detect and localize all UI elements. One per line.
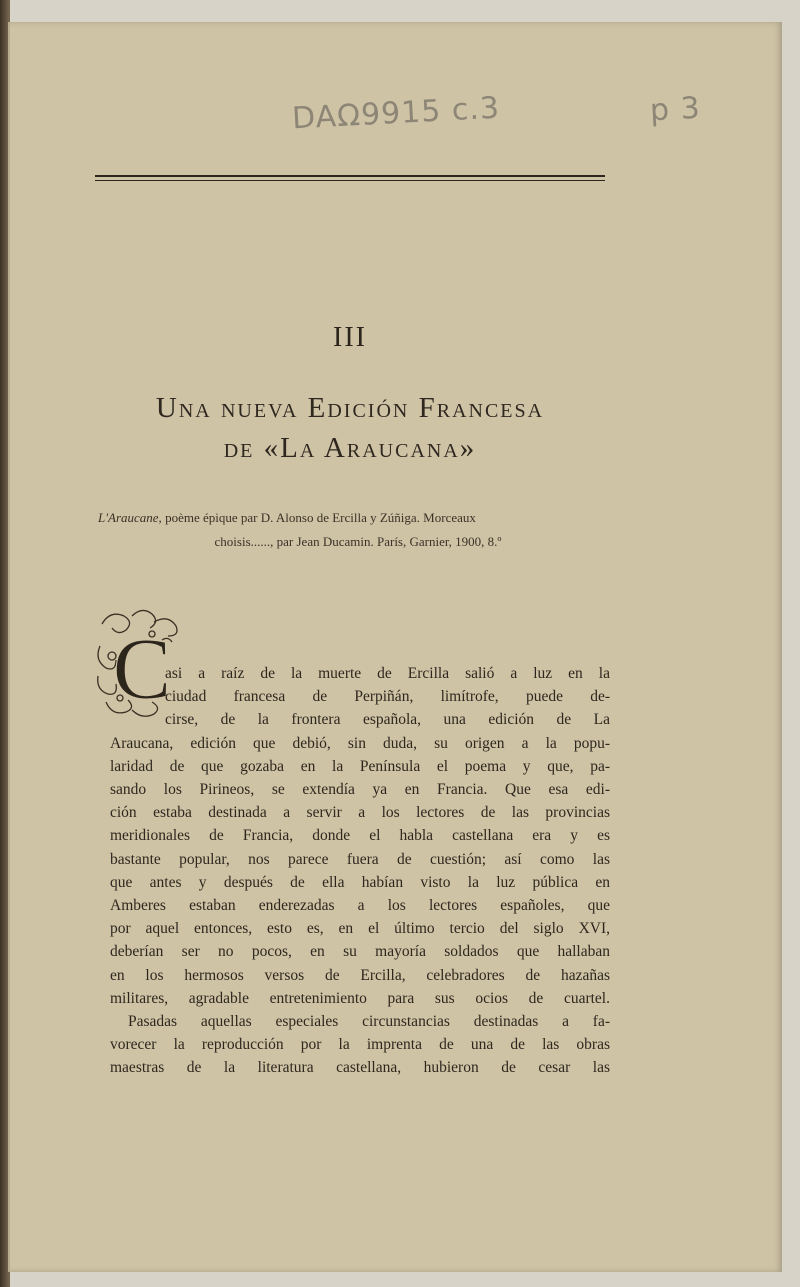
body-text: [110, 662, 610, 1080]
text-line: vorecer la reproducción por la imprenta de una de las obras: [110, 1036, 610, 1054]
reference-work-title: L'Araucane,: [98, 510, 162, 525]
header-rule-thin: [95, 180, 605, 181]
chapter-title-line-1: Una nueva Edición Francesa: [155, 392, 545, 424]
pencil-shelfmark: DAΩ9915 c.3: [291, 90, 501, 137]
text-line: laridad de que gozaba en la Península el poema y que, pa-: [110, 757, 610, 775]
drop-cap-letter: C: [112, 621, 172, 718]
text-line: Araucana, edición que debió, sin duda, su origen a la popu-: [110, 734, 610, 752]
text-line: Amberes estaban enderezadas a los lectores españoles, que: [110, 897, 610, 915]
bibliographic-reference: [98, 506, 628, 554]
text-line: asi a raíz de la muerte de Ercilla salió a luz en la: [165, 665, 610, 682]
text-line: bastante popular, nos parece fuera de cuestión; así como las: [110, 850, 610, 868]
text-line: deberían ser no pocos, en su mayoría soldados que hallaban: [110, 943, 610, 961]
text-line: cirse, de la frontera española, una edición de La: [165, 711, 610, 729]
pencil-page-note: p 3: [649, 90, 702, 129]
text-line: sando los Pirineos, se extendía ya en Francia. Que esa edi-: [110, 781, 610, 799]
text-line: ción estaba destinada a servir a los lectores de las provincias: [110, 804, 610, 822]
chapter-number: III: [333, 322, 367, 353]
text-line: militares, agradable entretenimiento para sus ocios de cuartel.: [110, 989, 610, 1007]
text-line: que antes y después de ella habían visto la luz pública en: [110, 873, 610, 891]
reference-line-2: choisis......, par Jean Ducamin. París, Garnier, 1900, 8.º: [214, 534, 502, 549]
chapter-title-line-2: de «La Araucana»: [223, 432, 477, 464]
text-line: Pasadas aquellas especiales circunstancias destinadas a fa-: [128, 1013, 610, 1031]
reference-line-1: [98, 510, 476, 525]
text-line: maestras de la literatura castellana, hubieron de cesar las: [110, 1059, 610, 1077]
text-line: meridionales de Francia, donde el habla castellana era y es: [110, 827, 610, 845]
reference-line-1-rest: poème épique par D. Alonso de Ercilla y Zúñiga. Morceaux: [161, 510, 476, 525]
text-line: en los hermosos versos de Ercilla, celebradores de hazañas: [110, 966, 610, 984]
text-line: ciudad francesa de Perpiñán, limítrofe, puede de-: [165, 688, 610, 706]
header-rule-thick: [95, 175, 605, 177]
text-line: por aquel entonces, esto es, en el último tercio del siglo XVI,: [110, 920, 610, 938]
